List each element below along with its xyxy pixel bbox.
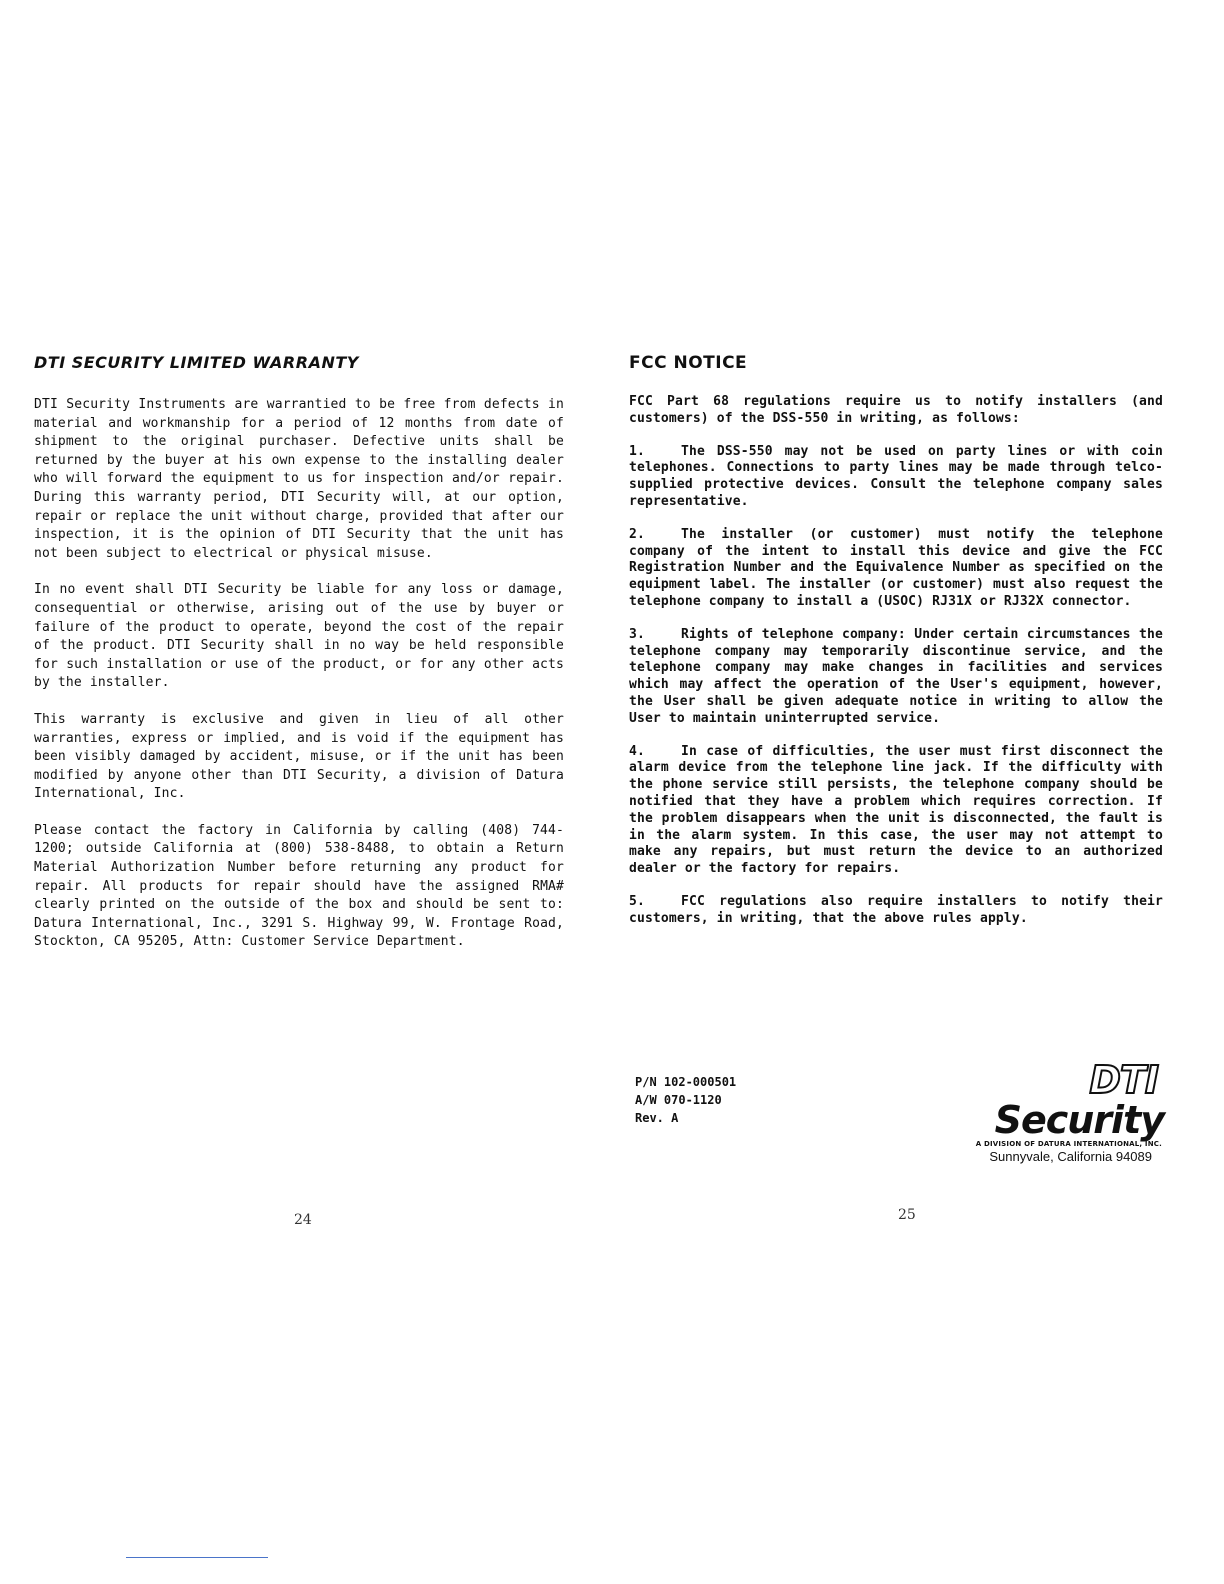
page-number-left: 24 (294, 1212, 312, 1228)
fcc-item-5 (629, 894, 1163, 928)
fcc-item-text: FCC regulations also require installers to notify their customers, in writing, that the above rules apply. (629, 893, 1163, 926)
fcc-item-number: 3. (629, 626, 645, 642)
warranty-column (34, 352, 564, 970)
part-number: P/N 102-000501 (635, 1075, 737, 1089)
dti-security-logo (940, 1060, 1170, 1140)
fcc-item-4 (629, 744, 1163, 878)
part-number-block (635, 1073, 736, 1127)
artwork-number: A/W 070-1120 (635, 1093, 722, 1107)
fcc-item-text: In case of difficulties, the user must first disconnect the alarm device from the telephone line jack. If the difficulty with the phone service still persists, the telephone company should be notified that they have a problem which requires correction. If the problem disappears when the unit is disconnected, the fault is in the alarm system. In this case, the user may not attempt to make any repairs, but must return the device to an authorized dealer or the factory for repairs. (629, 743, 1163, 877)
division-text: A DIVISION OF DATURA INTERNATIONAL, INC. (975, 1140, 1162, 1148)
warranty-paragraph-2: In no event shall DTI Security be liable for any loss or damage, consequential or otherwise, arising out of the use by buyer or failure of the product to operate, beyond the cost of the repair of the product. DTI Security shall in no way be held responsible for such installation or use of the product, or for any other acts by the installer. (34, 582, 564, 691)
dti-logo-mark: DTI (1089, 1058, 1158, 1102)
warranty-paragraph-1: DTI Security Instruments are warrantied to be free from defects in material and workmanship for a period of 12 months from date of shipment to the original purchaser. Defective units shall be returned by the buyer at his own expense to the installing dealer who will forward the equipment to us for inspection and/or repair. During this warranty period, DTI Security will, at our option, repair or replace the unit without charge, provided that after our inspection, it is the opinion of DTI Security that the unit has not been subject to electrical or physical misuse. (34, 397, 564, 561)
fcc-notice-column (629, 352, 1163, 944)
revision: Rev. A (635, 1111, 679, 1125)
fcc-intro: FCC Part 68 regulations require us to notify installers (and customers) of the DSS-550 in writing, as follows: (629, 394, 1163, 426)
fcc-item-number: 5. (629, 893, 645, 909)
warranty-paragraph-4: Please contact the factory in California by calling (408) 744-1200; outside California at (800) 538-8488, to obtain a Return Material Authorization Number before returning any product for repair. All products for repair should have the assigned RMA# clearly printed on the outside of the box and should be sent to: Datura International, Inc., 3291 S. Highway 99, W. Frontage Road, Stockton, CA 95205, Attn: Customer Service Department. (34, 822, 564, 950)
fcc-item-1 (629, 444, 1163, 511)
fcc-item-text: The DSS-550 may not be used on party lines or with coin telephones. Connections to party lines may be made through telco-supplied protective devices. Consult the telephone company sales representative. (629, 443, 1163, 509)
fcc-item-text: The installer (or customer) must notify the telephone company of the intent to install this device and give the FCC Registration Number and the Equivalence Number as specified on the equipment label. The installer (or customer) must also request the telephone company to install a (USOC) RJ31X or RJ32X connector. (629, 526, 1163, 609)
fcc-item-number: 2. (629, 526, 645, 542)
fcc-notice-title: FCC NOTICE (629, 353, 748, 373)
fcc-item-number: 1. (629, 443, 645, 459)
divider-line (126, 1557, 268, 1558)
company-location: Sunnyvale, California 94089 (989, 1149, 1152, 1164)
fcc-item-text: Rights of telephone company: Under certain circumstances the telephone company may temporarily discontinue service, and the telephone company may make changes in facilities and services which may affect the operation of the User's equipment, however, the User shall be given adequate notice in writing to allow the User to maintain uninterrupted service. (629, 626, 1163, 726)
warranty-paragraph-3: This warranty is exclusive and given in lieu of all other warranties, express or implied, and is void if the equipment has been visibly damaged by accident, misuse, or if the unit has been modified by anyone other than DTI Security, a division of Datura International, Inc. (34, 711, 564, 802)
page-number-right: 25 (898, 1207, 916, 1223)
logo-wordmark: Security (994, 1098, 1164, 1142)
fcc-item-3 (629, 627, 1163, 728)
fcc-item-number: 4. (629, 743, 645, 759)
warranty-title: DTI SECURITY LIMITED WARRANTY (34, 353, 359, 372)
fcc-item-2 (629, 527, 1163, 611)
dti-security-logo-block (940, 1060, 1170, 1164)
